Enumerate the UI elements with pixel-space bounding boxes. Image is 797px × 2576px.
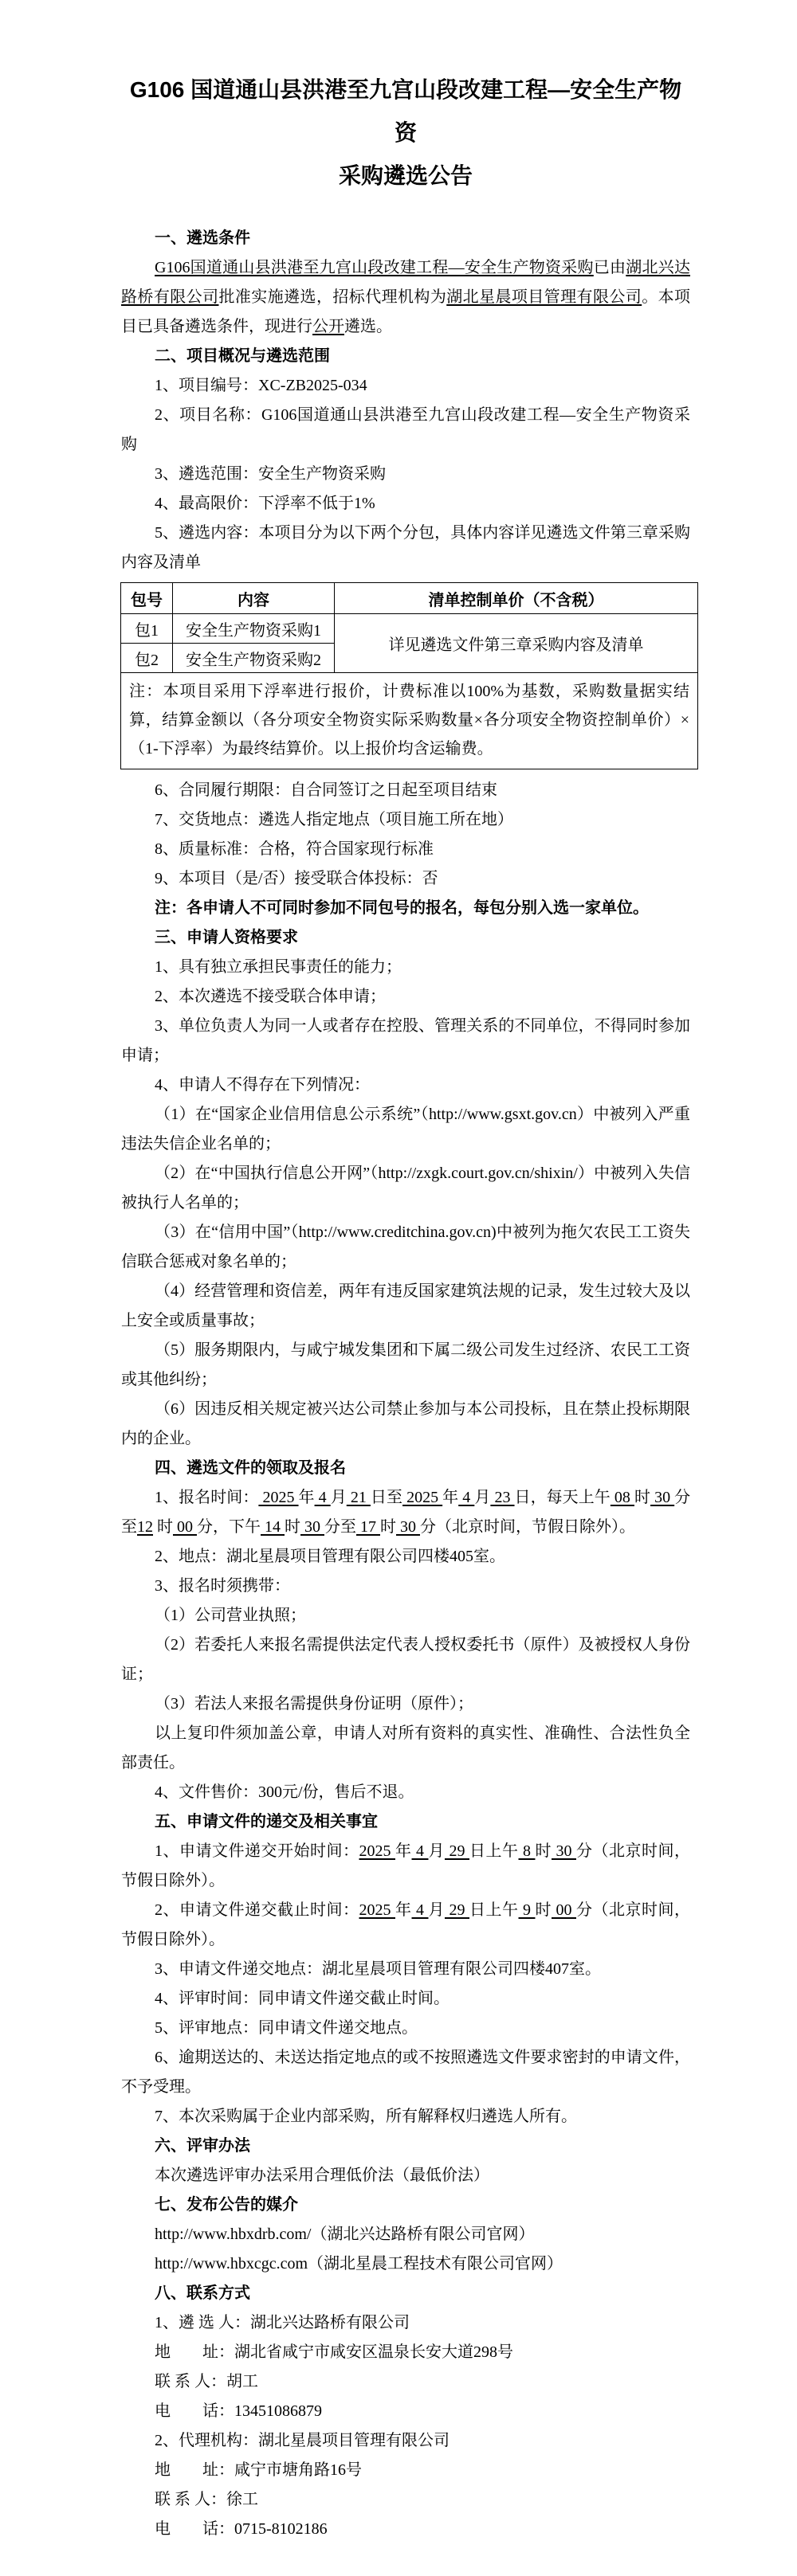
text-run: （1）在“国家企业信用信息公示系统”（http://www.gsxt.gov.cn）中被列入严重违法失信企业名单的；: [121, 1106, 690, 1153]
text-run: http://www.hbxcgc.com（湖北星晨工程技术有限公司官网）: [155, 2255, 563, 2273]
underlined-text: 4: [411, 1842, 429, 1860]
text-run: （4）经营管理和资信差，两年有违反国家建筑法规的记录，发生过较大及以上安全或质量事故；: [121, 1282, 690, 1329]
text-run: 分，下午: [197, 1518, 261, 1536]
underlined-text: 8: [518, 1842, 536, 1860]
underlined-text: 12: [137, 1518, 153, 1536]
table-header-row: [121, 583, 698, 614]
text-run: 1、遴 选 人：湖北兴达路桥有限公司: [155, 2314, 410, 2331]
text-run: 年: [298, 1489, 315, 1506]
text-run: 1、项目编号：XC-ZB2025-034: [155, 377, 367, 394]
text-run: 2、代理机构：湖北星晨项目管理有限公司: [155, 2432, 450, 2449]
text-run: 7、本次采购属于企业内部采购，所有解释权归遴选人所有。: [155, 2108, 577, 2125]
text-run: （2）若委托人来报名需提供法定代表人授权委托书（原件）及被授权人身份证；: [121, 1636, 690, 1683]
text-run: （6）因违反相关规定被兴达公司禁止参加与本公司投标，且在禁止投标期限内的企业。: [121, 1400, 690, 1447]
underlined-text: 14: [261, 1518, 285, 1536]
text-run: 7、交货地点：遴选人指定地点（项目施工所在地）: [155, 811, 513, 828]
underlined-text: 23: [490, 1489, 515, 1506]
paragraph: [121, 2456, 690, 2485]
text-run: 2、申请文件递交截止时间：: [155, 1901, 359, 1919]
paragraph: [121, 1689, 690, 1719]
text-run: 。本项目已具备遴选条件，现进行: [121, 288, 691, 335]
underlined-text: 29: [445, 1901, 469, 1919]
text-run: 4、文件售价：300元/份，售后不退。: [155, 1783, 414, 1801]
paragraph: [121, 2043, 690, 2102]
paragraph: [121, 2161, 690, 2190]
text-run: （1）公司营业执照；: [155, 1607, 306, 1624]
table-header-cell: 包号: [121, 583, 173, 614]
text-run: 遴选。: [344, 318, 392, 335]
document-page: [0, 69, 797, 2576]
paragraph: [121, 1719, 690, 1778]
text-run: 日至: [370, 1489, 403, 1506]
table-header-cell: 内容: [173, 583, 335, 614]
text-run: 8、质量标准：合格，符合国家现行标准: [155, 840, 434, 858]
text-run: 月: [330, 1489, 347, 1506]
paragraph: [121, 805, 690, 835]
text-run: 地 址：咸宁市塘角路16号: [155, 2461, 362, 2479]
text-run: 2、地点：湖北星晨项目管理有限公司四楼405室。: [155, 1548, 505, 1565]
text-run: 联 系 人：胡工: [155, 2373, 258, 2390]
underlined-text: 湖北星晨项目管理有限公司: [446, 288, 642, 306]
paragraph: [121, 2014, 690, 2043]
section-heading: [121, 2190, 690, 2220]
text-run: 以上复印件须加盖公章，申请人对所有资料的真实性、准确性、合法性负全部责任。: [121, 1725, 690, 1771]
underlined-text: 17: [356, 1518, 380, 1536]
text-run: 5、遴选内容：本项目分为以下两个分包，具体内容详见遴选文件第三章采购内容及清单: [121, 524, 690, 571]
text-run: 分至: [121, 1489, 691, 1536]
paragraph: [121, 864, 690, 894]
underlined-text: 9: [518, 1901, 536, 1919]
text-run: 1、申请文件递交开始时间：: [155, 1842, 359, 1860]
lot-number-cell: 包2: [121, 644, 173, 673]
text-run: 时: [535, 1901, 552, 1919]
paragraph: [121, 1601, 690, 1631]
text-run: 注：各申请人不可同时参加不同包号的报名，每包分别入选一家单位。: [155, 899, 649, 917]
text-run: （3）在“信用中国”（http://www.creditchina.gov.cn)中被列为拖欠农民工工资失信联合惩戒对象名单的；: [121, 1223, 690, 1270]
text-run: 电 话：0715-8102186: [155, 2520, 328, 2538]
paragraph: [121, 1778, 690, 1807]
underlined-text: 2025: [359, 1842, 395, 1860]
paragraph: [121, 1955, 690, 1984]
text-run: 联 系 人：徐工: [155, 2491, 258, 2508]
text-run: 月: [428, 1901, 445, 1919]
section-heading: [121, 224, 690, 253]
text-run: 分（北京时间，节假日除外）。: [121, 1842, 690, 1889]
underlined-text: 21: [346, 1489, 371, 1506]
paragraph: [121, 460, 690, 489]
paragraph: [121, 835, 690, 864]
text-run: 日，每天上午: [514, 1489, 611, 1506]
paragraph: [121, 1896, 690, 1955]
paragraph: [121, 1542, 690, 1572]
paragraph: [121, 489, 690, 519]
paragraph: [121, 2249, 690, 2279]
text-run: 3、申请文件递交地点：湖北星晨项目管理有限公司四楼407室。: [155, 1960, 601, 1978]
price-reference-cell: 详见遴选文件第三章采购内容及清单: [335, 614, 698, 673]
lot-content-cell: 安全生产物资采购1: [173, 614, 335, 644]
text-run: 5、评审地点：同申请文件递交地点。: [155, 2019, 418, 2037]
paragraph: [121, 1483, 690, 1542]
text-run: 五、申请文件的递交及相关事宜: [155, 1813, 378, 1830]
text-run: 1、具有独立承担民事责任的能力；: [155, 958, 402, 976]
page-title-line1: G106 国道通山县洪港至九宫山段改建工程—安全生产物资: [129, 77, 682, 145]
text-run: 2、本次遴选不接受联合体申请；: [155, 988, 386, 1005]
paragraph: [121, 894, 690, 923]
text-run: 分至: [324, 1518, 356, 1536]
underlined-text: 4: [458, 1489, 475, 1506]
paragraph: [121, 253, 690, 342]
text-run: 批准实施遴选，招标代理机构为: [218, 288, 447, 306]
table-note-cell: 注：本项目采用下浮率进行报价，计费标准以100%为基数，采购数量据实结算，结算金额以（各分项安全物资实际采购数量×各分项安全物资控制单价）×（1-下浮率）为最终结算价。以上报价均含运输费。: [121, 673, 698, 769]
paragraph: [121, 1336, 690, 1395]
section-heading: [121, 342, 690, 371]
underlined-text: 公开: [312, 318, 344, 335]
paragraph: [121, 2397, 690, 2426]
text-run: 时: [285, 1518, 300, 1536]
text-run: 地 址：湖北省咸宁市咸安区温泉长安大道298号: [155, 2343, 513, 2361]
table-note-row: [121, 673, 698, 769]
text-run: （2）在“中国执行信息公开网”（http://zxgk.court.gov.cn/shixin/）中被列入失信被执行人名单的；: [121, 1165, 690, 1212]
paragraph: [121, 1071, 690, 1100]
table-row: [121, 614, 698, 644]
text-run: 本次遴选评审办法采用合理低价法（最低价法）: [155, 2167, 489, 2184]
text-run: 时: [153, 1518, 173, 1536]
text-run: 已由: [593, 259, 626, 276]
section-heading: [121, 2132, 690, 2161]
paragraph: [121, 2102, 690, 2132]
text-run: 一、遴选条件: [155, 229, 250, 247]
paragraph: [121, 2367, 690, 2397]
paragraph: [121, 2338, 690, 2367]
paragraph: [121, 1572, 690, 1601]
paragraph: [121, 1631, 690, 1689]
page-title: [121, 69, 690, 198]
text-run: 4、评审时间：同申请文件递交截止时间。: [155, 1990, 450, 2007]
paragraph: [121, 371, 690, 401]
text-run: 6、逾期送达的、未送达指定地点的或不按照遴选文件要求密封的申请文件，不予受理。: [121, 2049, 690, 2096]
paragraph: [121, 401, 690, 460]
text-run: 六、评审办法: [155, 2137, 250, 2155]
underlined-text: G106国道通山县洪港至九宫山段改建工程—安全生产物资采购: [155, 259, 594, 276]
underlined-text: 29: [445, 1842, 469, 1860]
text-run: 4、最高限价：下浮率不低于1%: [155, 495, 375, 512]
underlined-text: 4: [411, 1901, 429, 1919]
text-run: 年: [395, 1901, 412, 1919]
underlined-text: 30: [552, 1842, 576, 1860]
paragraph: [121, 1159, 690, 1218]
section-heading: [121, 1454, 690, 1483]
paragraph: [121, 1837, 690, 1896]
paragraph: [121, 1395, 690, 1454]
text-run: 2、项目名称：G106国道通山县洪港至九宫山段改建工程—安全生产物资采购: [121, 406, 690, 453]
lot-number-cell: 包1: [121, 614, 173, 644]
text-run: 6、合同履行期限：自合同签订之日起至项目结束: [155, 781, 497, 799]
paragraph: [121, 953, 690, 982]
doc-body: [121, 224, 690, 2544]
text-run: http://www.hbxdrb.com/（湖北兴达路桥有限公司官网）: [155, 2226, 535, 2243]
text-run: 日上午: [469, 1901, 519, 1919]
text-run: 日上午: [469, 1842, 519, 1860]
section-heading: [121, 1807, 690, 1837]
underlined-text: 湖北兴达路桥有限公司: [121, 259, 691, 306]
paragraph: [121, 982, 690, 1012]
paragraph: [121, 776, 690, 805]
text-run: 七、发布公告的媒介: [155, 2196, 298, 2214]
text-run: （5）服务期限内，与咸宁城发集团和下属二级公司发生过经济、农民工工资或其他纠纷；: [121, 1341, 690, 1388]
underlined-text: 4: [314, 1489, 331, 1506]
paragraph: [121, 519, 690, 577]
text-run: 月: [474, 1489, 491, 1506]
underlined-text: 2025: [258, 1489, 299, 1506]
text-run: 八、联系方式: [155, 2284, 250, 2302]
text-run: 时: [380, 1518, 396, 1536]
lots-table: [120, 582, 698, 769]
page-title-line2: 采购遴选公告: [338, 163, 473, 188]
paragraph: [121, 2220, 690, 2249]
text-run: 时: [535, 1842, 552, 1860]
section-heading: [121, 923, 690, 953]
underlined-text: 30: [396, 1518, 420, 1536]
text-run: 月: [428, 1842, 445, 1860]
text-run: 9、本项目（是/否）接受联合体投标：否: [155, 870, 438, 887]
paragraph: [121, 1277, 690, 1336]
section-heading: [121, 2279, 690, 2308]
text-run: 1、报名时间：: [155, 1489, 259, 1506]
paragraph: [121, 1012, 690, 1071]
text-run: 分（北京时间，节假日除外）。: [420, 1518, 635, 1536]
underlined-text: 08: [610, 1489, 634, 1506]
paragraph: [121, 2308, 690, 2338]
underlined-text: 30: [300, 1518, 324, 1536]
lot-content-cell: 安全生产物资采购2: [173, 644, 335, 673]
underlined-text: 2025: [359, 1901, 395, 1919]
text-run: 二、项目概况与遴选范围: [155, 347, 330, 365]
paragraph: [121, 2485, 690, 2515]
text-run: 时: [634, 1489, 651, 1506]
text-run: 电 话：13451086879: [155, 2402, 322, 2420]
underlined-text: 00: [173, 1518, 197, 1536]
text-run: 年: [442, 1489, 459, 1506]
text-run: 年: [395, 1842, 412, 1860]
text-run: 分（北京时间，节假日除外）。: [121, 1901, 690, 1948]
underlined-text: 00: [552, 1901, 576, 1919]
text-run: 3、报名时须携带：: [155, 1577, 290, 1595]
paragraph: [121, 1984, 690, 2014]
text-run: 4、申请人不得存在下列情况：: [155, 1076, 370, 1094]
text-run: 3、遴选范围：安全生产物资采购: [155, 465, 386, 483]
paragraph: [121, 2426, 690, 2456]
paragraph: [121, 1100, 690, 1159]
paragraph: [121, 2515, 690, 2544]
text-run: 四、遴选文件的领取及报名: [155, 1459, 346, 1477]
underlined-text: 30: [650, 1489, 675, 1506]
text-run: 三、申请人资格要求: [155, 929, 298, 946]
paragraph: [121, 1218, 690, 1277]
text-run: 3、单位负责人为同一人或者存在控股、管理关系的不同单位，不得同时参加申请；: [121, 1017, 690, 1064]
text-run: （3）若法人来报名需提供身份证明（原件）；: [155, 1695, 473, 1713]
underlined-text: 2025: [402, 1489, 443, 1506]
table-header-cell: 清单控制单价（不含税）: [335, 583, 698, 614]
